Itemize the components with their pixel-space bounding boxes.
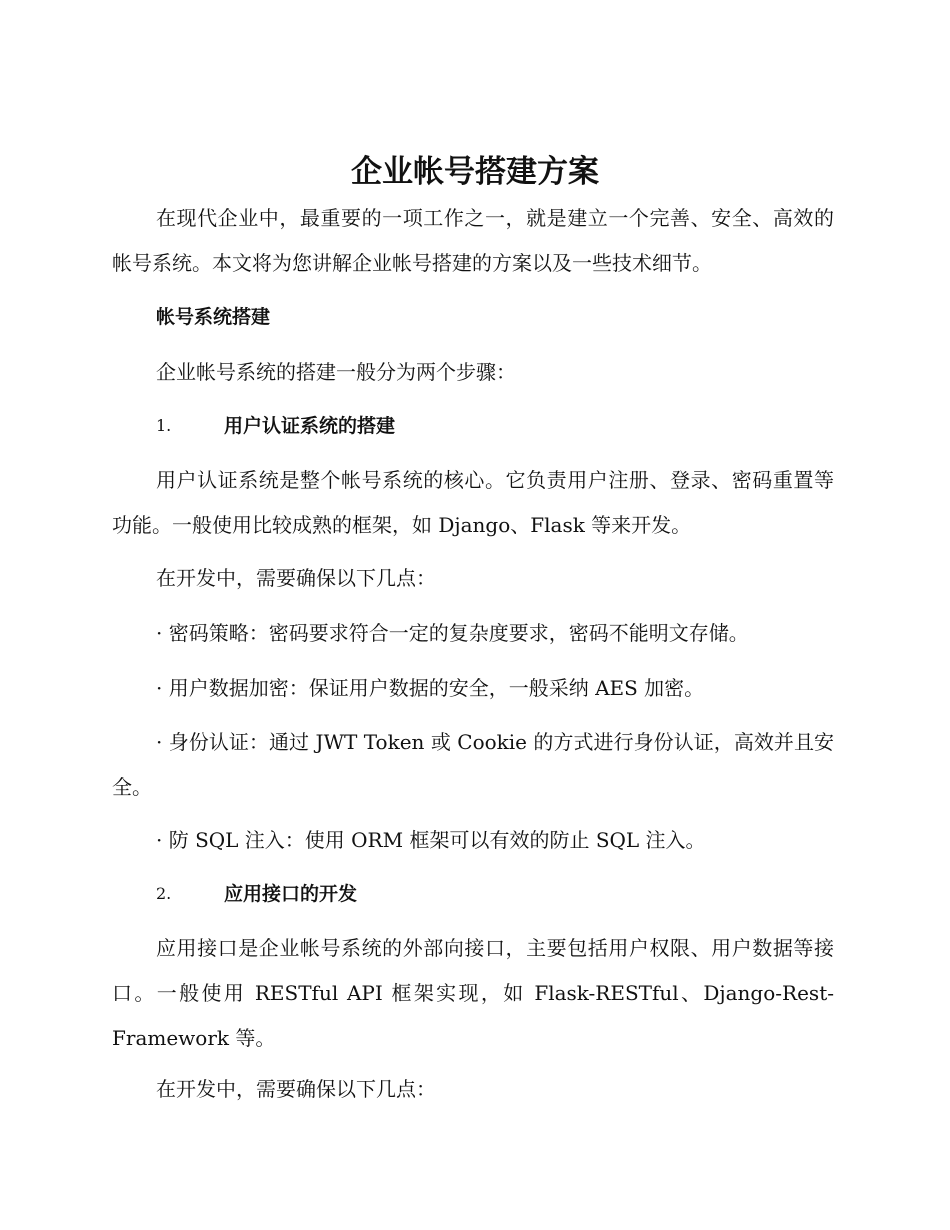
step2-lead: 在开发中，需要确保以下几点：: [156, 1077, 436, 1101]
step1-bullet-data-encryption: · 用户数据加密：保证用户数据的安全，一般采纳 AES 加密。: [156, 676, 705, 700]
step2-number: 2.: [156, 884, 172, 903]
step2-heading-text: 应用接口的开发: [224, 883, 358, 905]
step1-lead: 在开发中，需要确保以下几点：: [156, 566, 436, 590]
section-heading: 帐号系统搭建: [156, 306, 271, 328]
step1-number: 1.: [156, 416, 172, 435]
step1-heading: [156, 411, 395, 441]
section-lead: 企业帐号系统的搭建一般分为两个步骤：: [156, 360, 516, 384]
step1-bullet-authentication: · 身份认证：通过 JWT Token 或 Cookie 的方式进行身份认证，高效并且安全。: [112, 730, 834, 799]
step1-body: 用户认证系统是整个帐号系统的核心。它负责用户注册、登录、密码重置等功能。一般使用比较成熟的框架，如 Django、Flask 等来开发。: [112, 468, 834, 537]
step1-bullet-sql-injection: · 防 SQL 注入：使用 ORM 框架可以有效的防止 SQL 注入。: [156, 828, 706, 852]
step1-bullet-password-policy: · 密码策略：密码要求符合一定的复杂度要求，密码不能明文存储。: [156, 621, 749, 645]
intro-paragraph: 在现代企业中，最重要的一项工作之一，就是建立一个完善、安全、高效的帐号系统。本文将为您讲解企业帐号搭建的方案以及一些技术细节。: [112, 206, 834, 275]
document-title: 企业帐号搭建方案: [351, 154, 599, 190]
step2-heading: [156, 879, 357, 909]
step2-body: 应用接口是企业帐号系统的外部向接口，主要包括用户权限、用户数据等接口。一般使用 RESTful API 框架实现，如 Flask-RESTful、Django-Rest-Framework 等。: [112, 936, 834, 1050]
step1-heading-text: 用户认证系统的搭建: [224, 415, 396, 437]
